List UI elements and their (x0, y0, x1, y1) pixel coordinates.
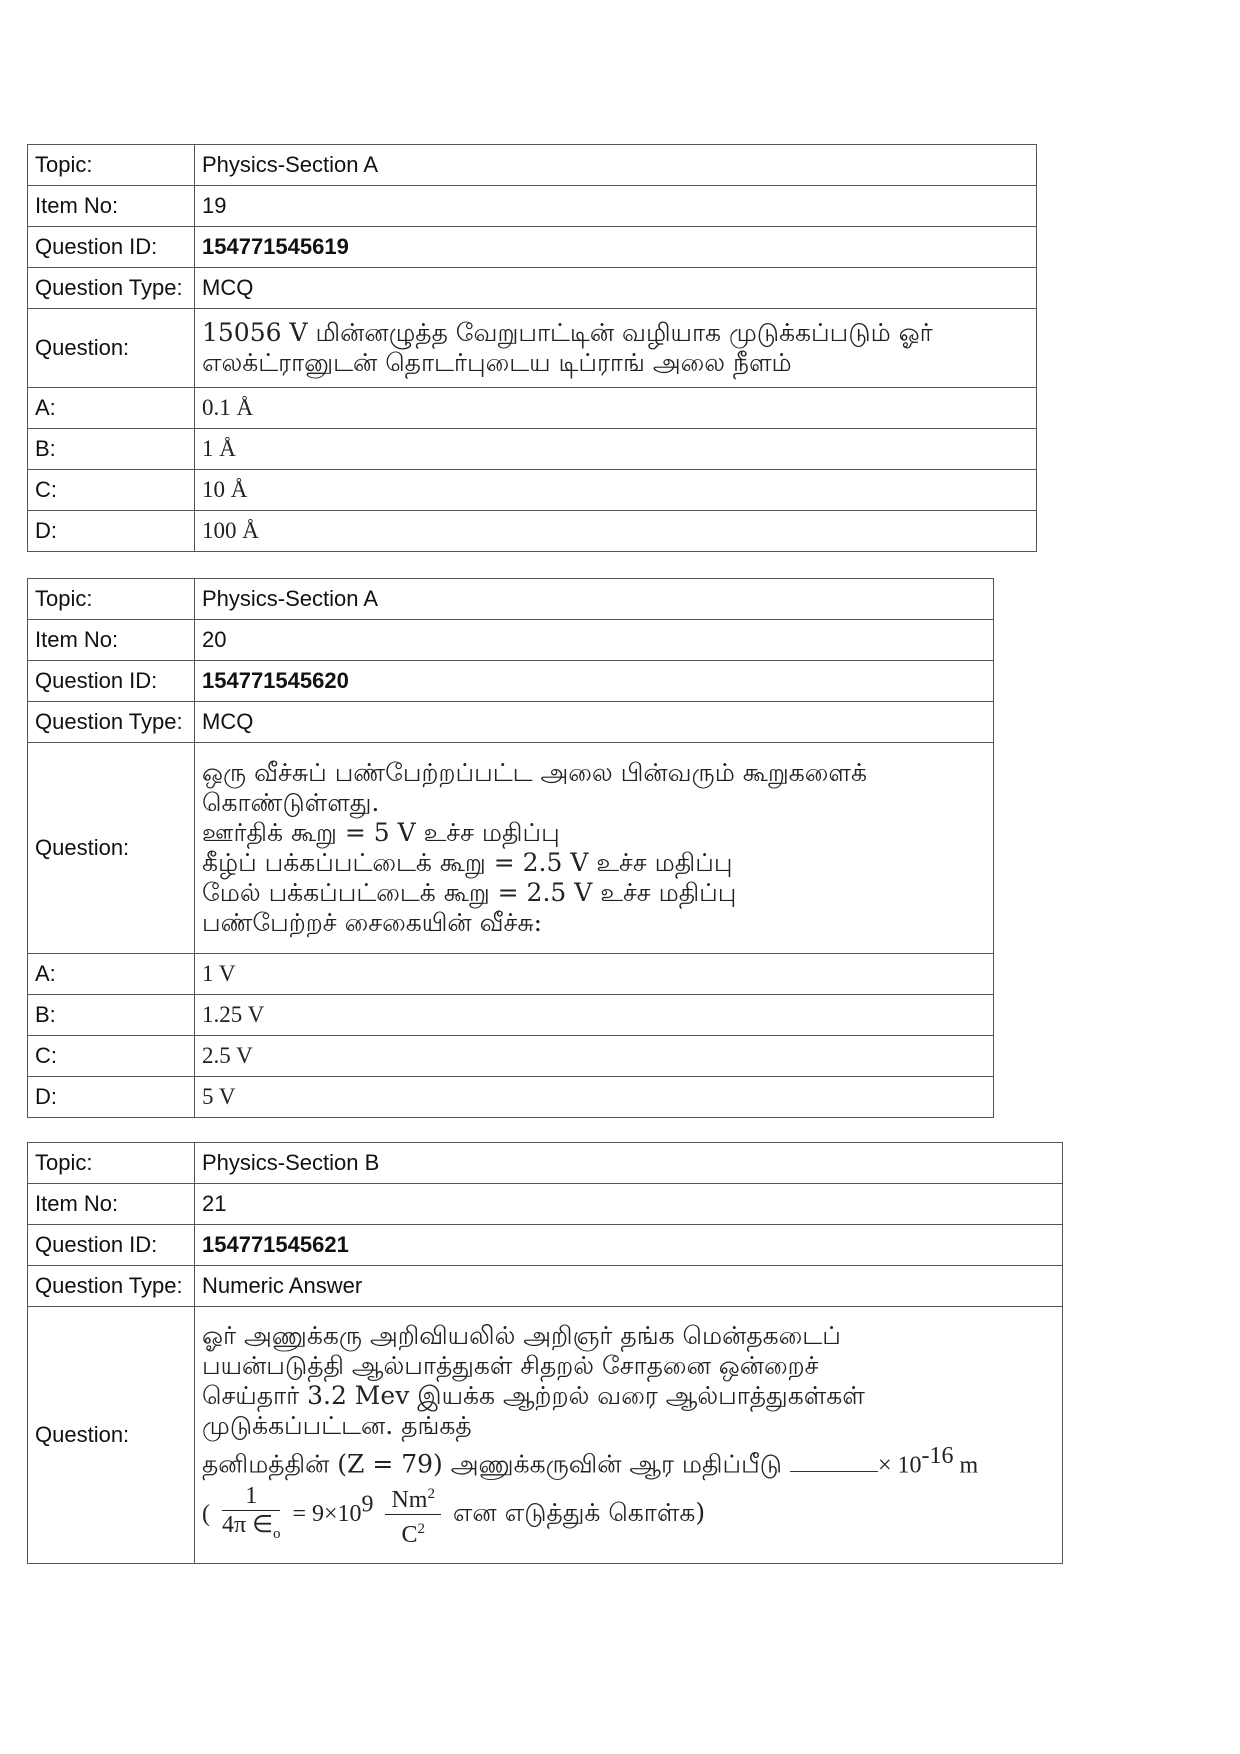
option-c-value: 2.5 V (195, 1036, 994, 1077)
item-no-value: 20 (195, 620, 994, 661)
question-id-value: 154771545620 (195, 661, 994, 702)
option-row-b (28, 995, 994, 1036)
topic-row (28, 1143, 1063, 1184)
question-type-label: Question Type: (28, 1266, 195, 1307)
question-line: பண்பேற்றச் சைகையின் வீச்சு: (202, 908, 543, 937)
option-row-b (28, 429, 1037, 470)
question-text (195, 309, 1037, 388)
topic-label: Topic: (28, 579, 195, 620)
option-c-label: C: (28, 470, 195, 511)
coulomb-constant-fraction (222, 1482, 281, 1548)
option-a-label: A: (28, 954, 195, 995)
option-row-d (28, 511, 1037, 552)
question-line: மேல் பக்கப்பட்டைக் கூறு = 2.5 V உச்ச மதிப்பு (202, 878, 737, 907)
option-b-label: B: (28, 995, 195, 1036)
question-id-row (28, 1225, 1063, 1266)
question-line: முடுக்கப்பட்டன. தங்கத் (202, 1410, 472, 1440)
unit-numerator-sup: 2 (427, 1486, 435, 1503)
question-line: பயன்படுத்தி ஆல்பாத்துகள் சிதறல் சோதனை ஒன்றைச் (202, 1350, 819, 1380)
item-no-label: Item No: (28, 620, 195, 661)
option-b-value: 1.25 V (195, 995, 994, 1036)
question-id-row (28, 661, 994, 702)
unit-denominator (385, 1515, 441, 1549)
item-no-value: 19 (195, 186, 1037, 227)
question-line: 15056 V மின்னழுத்த வேறுபாட்டின் வழியாக முடுக்கப்படும் ஓர் (202, 318, 933, 347)
question-text-row (28, 309, 1037, 388)
question-id-value: 154771545621 (195, 1225, 1063, 1266)
question-type-value: MCQ (195, 268, 1037, 309)
unit-exponent: -16 (921, 1442, 954, 1469)
unit-numerator (385, 1480, 441, 1515)
option-row-a (28, 388, 1037, 429)
question-line: ஒரு வீச்சுப் பண்பேற்றப்பட்ட அலை பின்வரும் கூறுகளைக் (202, 758, 867, 787)
question-id-row (28, 227, 1037, 268)
question-text (195, 743, 994, 954)
option-d-value: 5 V (195, 1077, 994, 1118)
item-row (28, 620, 994, 661)
fraction-denominator (222, 1511, 281, 1548)
topic-value: Physics-Section A (195, 579, 994, 620)
question-id-label: Question ID: (28, 1225, 195, 1266)
unit-numerator-text: Nm (391, 1487, 428, 1514)
question-type-label: Question Type: (28, 268, 195, 309)
formula-tail: என எடுத்துக் கொள்க) (452, 1498, 706, 1528)
question-line: ஊர்திக் கூறு = 5 V உச்ச மதிப்பு (202, 818, 560, 847)
question-id-value: 154771545619 (195, 227, 1037, 268)
unit-denominator-text: C (401, 1522, 418, 1549)
question-type-label: Question Type: (28, 702, 195, 743)
option-row-c (28, 1036, 994, 1077)
option-row-a (28, 954, 994, 995)
option-b-label: B: (28, 429, 195, 470)
option-a-value: 0.1 Å (195, 388, 1037, 429)
question-text (195, 1307, 1063, 1564)
topic-row (28, 145, 1037, 186)
topic-value: Physics-Section B (195, 1143, 1063, 1184)
question-id-label: Question ID: (28, 661, 195, 702)
question-id-label: Question ID: (28, 227, 195, 268)
question-text-row (28, 1307, 1063, 1564)
topic-label: Topic: (28, 145, 195, 186)
unit-fraction (385, 1480, 441, 1549)
option-c-value: 10 Å (195, 470, 1037, 511)
question-line-text: தனிமத்தின் (Z = 79) அணுக்கருவின் ஆர மதிப்பீடு (202, 1449, 782, 1479)
option-a-value: 1 V (195, 954, 994, 995)
question-type-row (28, 702, 994, 743)
question-table-19 (27, 144, 1037, 552)
answer-blank (790, 1451, 878, 1472)
option-row-d (28, 1077, 994, 1118)
formula-line (202, 1480, 1055, 1549)
topic-label: Topic: (28, 1143, 195, 1184)
question-table-20 (27, 578, 994, 1118)
formula-equals: = 9×10 (292, 1501, 362, 1528)
question-type-value: Numeric Answer (195, 1266, 1063, 1307)
option-c-label: C: (28, 1036, 195, 1077)
denominator-subscript: o (272, 1525, 281, 1542)
unit-denominator-sup: 2 (417, 1521, 425, 1538)
unit-multiplier: × 10 (877, 1452, 922, 1479)
formula-open-paren: ( (202, 1501, 210, 1528)
question-line: கீழ்ப் பக்கப்பட்டைக் கூறு = 2.5 V உச்ச மதிப்பு (202, 848, 733, 877)
item-row (28, 1184, 1063, 1225)
option-d-label: D: (28, 511, 195, 552)
unit-symbol: m (953, 1452, 979, 1479)
question-type-row (28, 1266, 1063, 1307)
denominator-text: 4π ∈ (221, 1511, 273, 1538)
question-type-row (28, 268, 1037, 309)
topic-value: Physics-Section A (195, 145, 1037, 186)
question-line: கொண்டுள்ளது. (202, 788, 380, 817)
item-no-value: 21 (195, 1184, 1063, 1225)
question-line: ஓர் அணுக்கரு அறிவியலில் அறிஞர் தங்க மென்தகடைப் (202, 1320, 841, 1350)
topic-row (28, 579, 994, 620)
question-line-answer (202, 1441, 1055, 1480)
question-label: Question: (28, 743, 195, 954)
question-type-value: MCQ (195, 702, 994, 743)
option-d-label: D: (28, 1077, 195, 1118)
option-b-value: 1 Å (195, 429, 1037, 470)
question-label: Question: (28, 309, 195, 388)
item-no-label: Item No: (28, 1184, 195, 1225)
question-label: Question: (28, 1307, 195, 1564)
question-line: எலக்ட்ரானுடன் தொடர்புடைய டிப்ராங் அலை நீளம் (202, 348, 792, 377)
option-row-c (28, 470, 1037, 511)
option-a-label: A: (28, 388, 195, 429)
option-d-value: 100 Å (195, 511, 1037, 552)
fraction-numerator: 1 (222, 1482, 281, 1511)
item-no-label: Item No: (28, 186, 195, 227)
question-table-21 (27, 1142, 1063, 1564)
question-line: செய்தார் 3.2 Mev இயக்க ஆற்றல் வரை ஆல்பாத்துகள்கள் (202, 1380, 865, 1410)
question-text-row (28, 743, 994, 954)
item-row (28, 186, 1037, 227)
formula-power: 9 (361, 1491, 374, 1518)
